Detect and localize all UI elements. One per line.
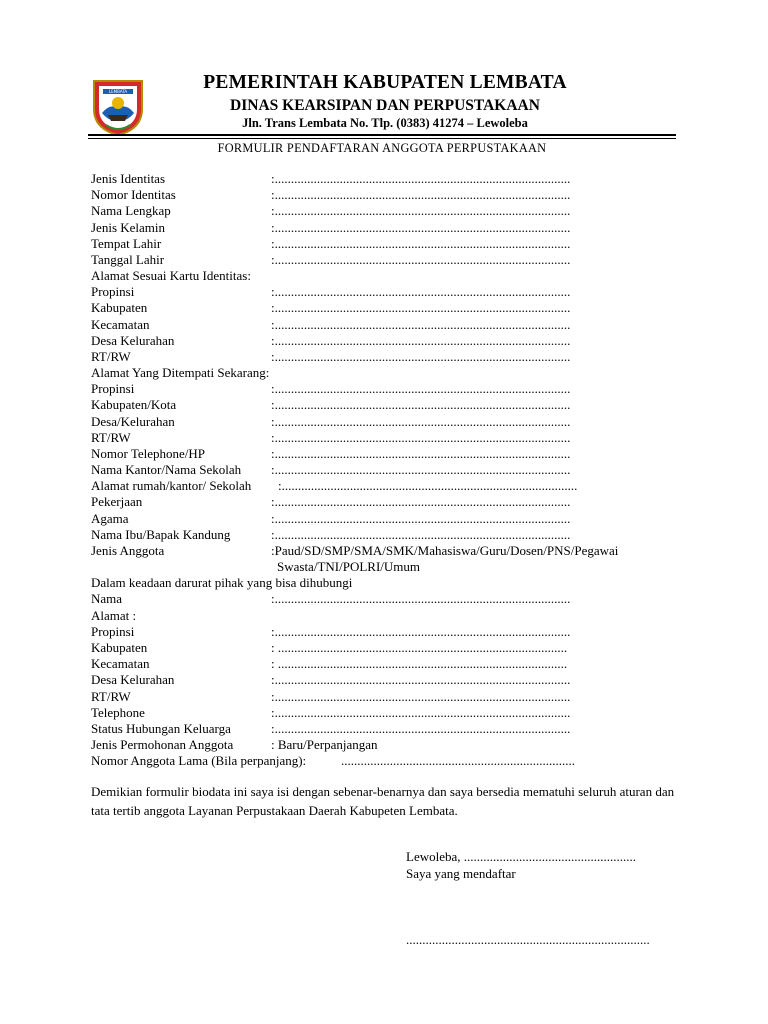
field-blank[interactable]: :........................................................................................... bbox=[271, 397, 571, 413]
field-label: RT/RW bbox=[91, 688, 131, 704]
field-blank[interactable]: :........................................................................................... bbox=[271, 672, 571, 688]
field-blank[interactable]: :........................................................................................... bbox=[271, 332, 571, 348]
field-blank[interactable]: :........................................................................................... bbox=[271, 187, 571, 203]
request-type-options[interactable]: : Baru/Perpanjangan bbox=[271, 737, 378, 753]
field-blank[interactable]: :........................................................................................... bbox=[271, 413, 571, 429]
field-label: Pekerjaan bbox=[91, 494, 143, 510]
field-label: Nama Lengkap bbox=[91, 203, 171, 219]
form-row bbox=[91, 689, 681, 705]
field-blank[interactable]: :........................................................................................... bbox=[271, 171, 571, 186]
field-label: Kecamatan bbox=[91, 656, 150, 672]
regency-coat-of-arms-logo bbox=[90, 75, 146, 137]
agency-address: Jln. Trans Lembata No. Tlp. (0383) 41274 – Lewoleba bbox=[242, 116, 528, 130]
form-row bbox=[91, 721, 681, 737]
field-blank[interactable]: :........................................................................................... bbox=[271, 591, 571, 607]
form-row bbox=[91, 333, 681, 349]
field-blank[interactable]: :........................................................................................... bbox=[271, 219, 571, 235]
place-date-line[interactable]: Lewoleba, ..................................................... bbox=[406, 849, 637, 864]
field-label: Kabupaten/Kota bbox=[91, 397, 177, 413]
form-row bbox=[91, 737, 681, 753]
member-type-options-cont[interactable]: Swasta/TNI/POLRI/Umum bbox=[277, 559, 420, 575]
field-label: Alamat rumah/kantor/ Sekolah bbox=[91, 478, 252, 494]
field-blank[interactable]: :........................................................................................... bbox=[271, 348, 571, 364]
form-row bbox=[91, 349, 681, 365]
form-row bbox=[91, 430, 681, 446]
field-label: Jenis Identitas bbox=[91, 171, 166, 186]
field-blank[interactable]: :........................................................................................... bbox=[271, 704, 571, 720]
form-row bbox=[91, 284, 681, 300]
field-blank[interactable]: :........................................................................................... bbox=[271, 510, 571, 526]
field-label: Kabupaten bbox=[91, 300, 148, 316]
field-blank[interactable]: :........................................................................................... bbox=[271, 300, 571, 316]
section-label: Alamat Yang Ditempati Sekarang: bbox=[91, 365, 270, 381]
field-blank[interactable]: :........................................................................................... bbox=[271, 494, 571, 510]
field-label: RT/RW bbox=[91, 348, 131, 364]
declaration-paragraph: Demikian formulir biodata ini saya isi dengan sebenar-benarnya dan saya bersedia mematuhi seluruh aturan dan tata tertib anggota Layanan Perpustakaan Daerah Kabupeten Lembata. bbox=[91, 784, 675, 818]
field-blank[interactable]: :........................................................................................... bbox=[271, 526, 571, 542]
field-blank[interactable]: :........................................................................................... bbox=[278, 478, 578, 494]
field-blank[interactable]: :........................................................................................... bbox=[271, 203, 571, 219]
field-label: Kecamatan bbox=[91, 316, 150, 332]
field-label: Nama Ibu/Bapak Kandung bbox=[91, 526, 231, 542]
header-divider-thin bbox=[88, 138, 676, 139]
form-row bbox=[91, 236, 681, 252]
field-label: Jenis Kelamin bbox=[91, 219, 166, 235]
field-label: Status Hubungan Keluarga bbox=[91, 720, 231, 736]
form-row bbox=[91, 591, 681, 607]
field-label: Telephone bbox=[91, 704, 145, 720]
form-row bbox=[91, 656, 681, 672]
section-heading bbox=[91, 608, 681, 624]
field-label: Nama Kantor/Nama Sekolah bbox=[91, 462, 242, 478]
form-row bbox=[91, 494, 681, 510]
field-label: Jenis Anggota bbox=[91, 542, 165, 558]
form-row bbox=[91, 381, 681, 397]
field-blank[interactable]: : ......................................................................................... bbox=[271, 656, 568, 672]
form-row bbox=[91, 543, 681, 559]
field-blank[interactable]: : ......................................................................................... bbox=[271, 639, 568, 655]
form-row bbox=[91, 624, 681, 640]
form-row bbox=[91, 446, 681, 462]
member-type-options[interactable]: :Paud/SD/SMP/SMA/SMK/Mahasiswa/Guru/Dosen/PNS/Pegawai bbox=[271, 542, 619, 558]
field-blank[interactable]: :........................................................................................... bbox=[271, 235, 571, 251]
form-row bbox=[91, 672, 681, 688]
form-row bbox=[91, 640, 681, 656]
field-label: Propinsi bbox=[91, 381, 135, 397]
field-label: Tempat Lahir bbox=[91, 235, 162, 251]
field-blank[interactable]: ........................................................................ bbox=[341, 753, 575, 769]
agency-title: DINAS KEARSIPAN DAN PERPUSTAKAAN bbox=[230, 97, 540, 114]
form-row bbox=[91, 252, 681, 268]
section-heading bbox=[91, 268, 681, 284]
field-blank[interactable]: :........................................................................................... bbox=[271, 251, 571, 267]
form-row bbox=[91, 220, 681, 236]
form-row-continuation bbox=[91, 559, 681, 575]
field-blank[interactable]: :........................................................................................... bbox=[271, 720, 571, 736]
field-blank[interactable]: :........................................................................................... bbox=[271, 429, 571, 445]
field-label: Desa Kelurahan bbox=[91, 332, 175, 348]
field-blank[interactable]: :........................................................................................... bbox=[271, 284, 571, 300]
form-row bbox=[91, 171, 681, 187]
form-row bbox=[91, 317, 681, 333]
form-row bbox=[91, 511, 681, 527]
section-heading bbox=[91, 575, 681, 591]
registration-form-fields bbox=[91, 171, 681, 769]
section-label: Alamat Sesuai Kartu Identitas: bbox=[91, 268, 251, 284]
logo-banner-text: LEMBATA bbox=[108, 89, 128, 95]
field-label: Nomor Identitas bbox=[91, 187, 176, 203]
field-label: Nama bbox=[91, 591, 123, 607]
field-label: Agama bbox=[91, 510, 129, 526]
section-label: Alamat : bbox=[91, 607, 137, 623]
form-row bbox=[91, 705, 681, 721]
form-row bbox=[91, 478, 681, 494]
field-label: Nomor Telephone/HP bbox=[91, 445, 206, 461]
field-label: Desa Kelurahan bbox=[91, 672, 175, 688]
field-label: Tanggal Lahir bbox=[91, 251, 165, 267]
form-row bbox=[91, 527, 681, 543]
field-blank[interactable]: :........................................................................................... bbox=[271, 688, 571, 704]
form-row bbox=[91, 753, 681, 769]
form-title: FORMULIR PENDAFTARAN ANGGOTA PERPUSTAKAAN bbox=[217, 141, 547, 155]
field-label: Jenis Permohonan Anggota bbox=[91, 737, 234, 753]
section-label: Dalam keadaan darurat pihak yang bisa dihubungi bbox=[91, 575, 353, 591]
field-label: Propinsi bbox=[91, 623, 135, 639]
field-label: Nomor Anggota Lama (Bila perpanjang): bbox=[91, 753, 307, 769]
field-label: Kabupaten bbox=[91, 639, 148, 655]
form-row bbox=[91, 300, 681, 316]
field-label: RT/RW bbox=[91, 429, 131, 445]
field-label: Propinsi bbox=[91, 284, 135, 300]
form-row bbox=[91, 414, 681, 430]
form-row bbox=[91, 203, 681, 219]
signature-name-line[interactable]: ........................................................................... bbox=[406, 932, 650, 947]
government-title: PEMERINTAH KABUPATEN LEMBATA bbox=[203, 72, 567, 93]
field-label: Desa/Kelurahan bbox=[91, 413, 175, 429]
field-blank[interactable]: :........................................................................................... bbox=[271, 623, 571, 639]
signature-block bbox=[406, 848, 676, 882]
registrant-label: Saya yang mendaftar bbox=[406, 866, 516, 881]
section-heading bbox=[91, 365, 681, 381]
field-blank[interactable]: :........................................................................................... bbox=[271, 462, 571, 478]
field-blank[interactable]: :........................................................................................... bbox=[271, 381, 571, 397]
form-row bbox=[91, 397, 681, 413]
field-blank[interactable]: :........................................................................................... bbox=[271, 316, 571, 332]
header-divider-thick bbox=[88, 134, 676, 136]
field-blank[interactable]: :........................................................................................... bbox=[271, 445, 571, 461]
form-row bbox=[91, 462, 681, 478]
form-row bbox=[91, 187, 681, 203]
